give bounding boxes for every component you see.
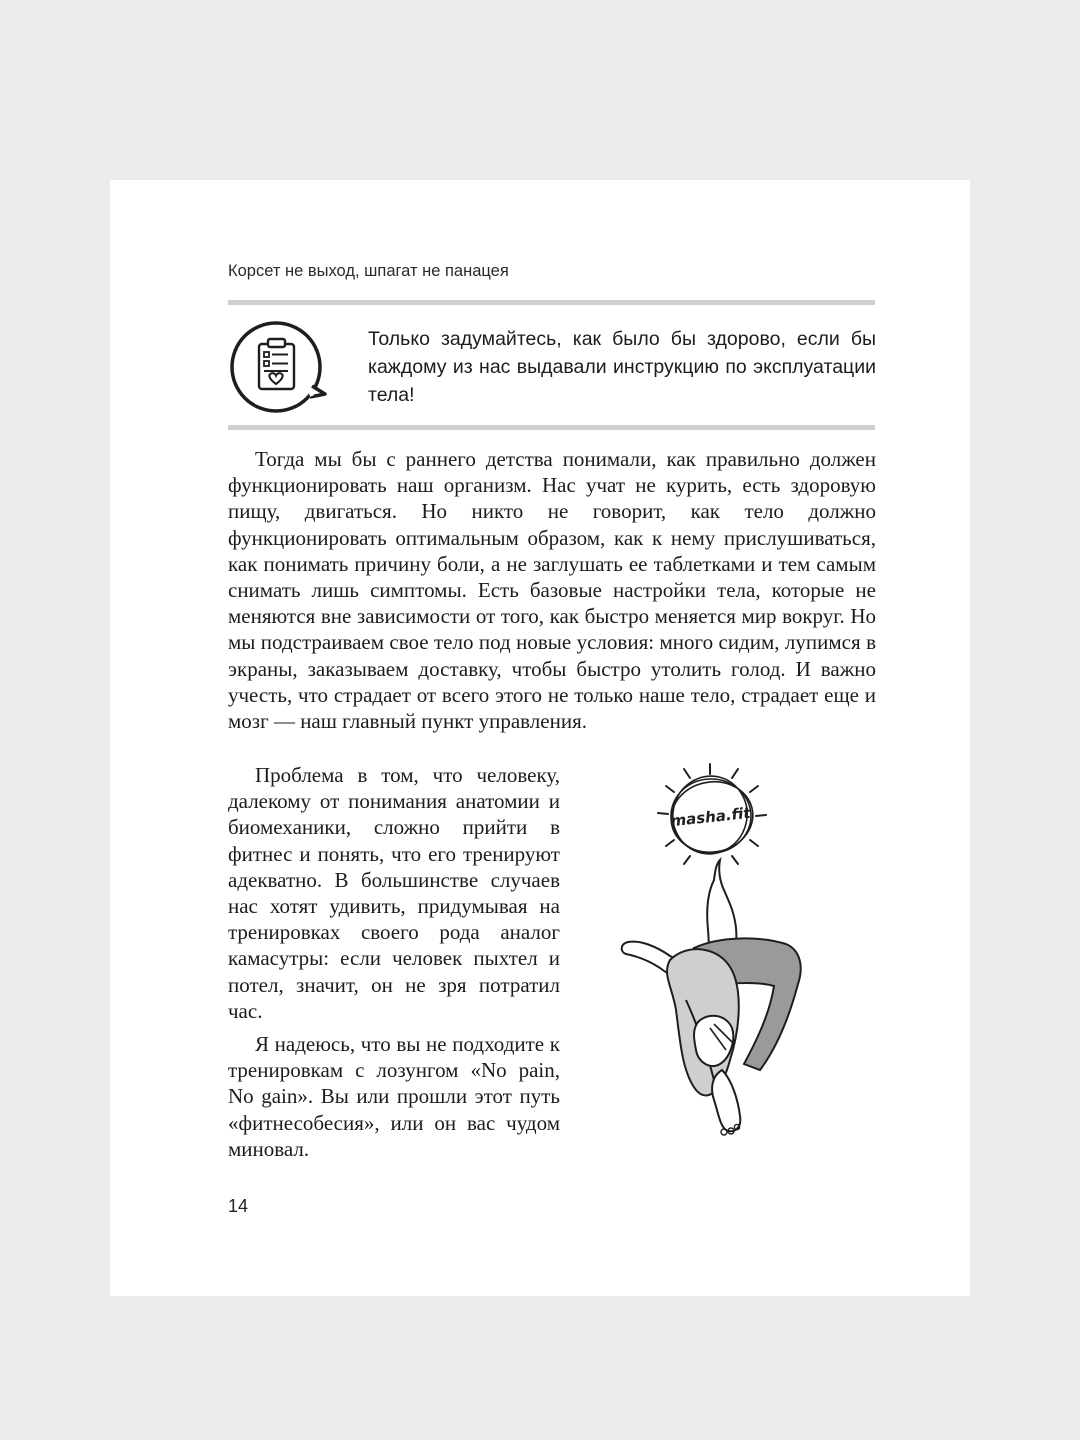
book-page (110, 180, 970, 1296)
callout-bottom-rule (228, 425, 875, 430)
body-paragraph-2: Проблема в том, что человеку, далекому от понимания анатомии и биомеханики, сложно прийти в фитнес и понять, что его тренируют адекватно. В большинстве случаев нас хотят удивить, придумывая на тренировках своего рода аналог камасутры: если человек пыхтел и потел, значит, он не зря потратил час. (228, 763, 560, 1023)
clipboard-heart-speech-bubble-icon (226, 320, 331, 415)
crossed-legs-pointing-finger-illustration (610, 760, 810, 1170)
callout-text: Только задумайтесь, как было бы здорово, если бы каждому из нас выдавали инструкцию по эксплуатации тела! (368, 328, 876, 406)
page-number: 14 (228, 1196, 249, 1216)
logo-text: masha.fit (669, 803, 752, 831)
callout-top-rule (228, 300, 875, 305)
body-paragraph-3: Я надеюсь, что вы не подходите к тренировкам с лозунгом «No pain, No gain». Вы или прошли этот путь «фитнесобесия», или он вас чудом миновал. (228, 1032, 560, 1161)
running-head: Корсет не выход, шпагат не панацея (228, 262, 509, 280)
body-paragraph-1: Тогда мы бы с раннего детства понимали, как правильно должен функционировать наш организм. Нас учат не курить, есть здоровую пищу, двигаться. Но никто не говорит, как тело должно функционировать оптимальным образом, как к нему прислушиваться, как понимать причину боли, а не заглушать ее таблетками и тем самым снимать лишь симптомы. Есть базовые настройки тела, которые не меняются вне зависимости от того, как быстро меняется мир вокруг. Но мы подстраиваем свое тело под новые условия: много сидим, лупимся в экраны, заказываем доставку, чтобы быстро утолить голод. И важно учесть, что страдает от всего этого не только наше тело, страдает еще и мозг — наш главный пункт управления. (228, 447, 876, 734)
